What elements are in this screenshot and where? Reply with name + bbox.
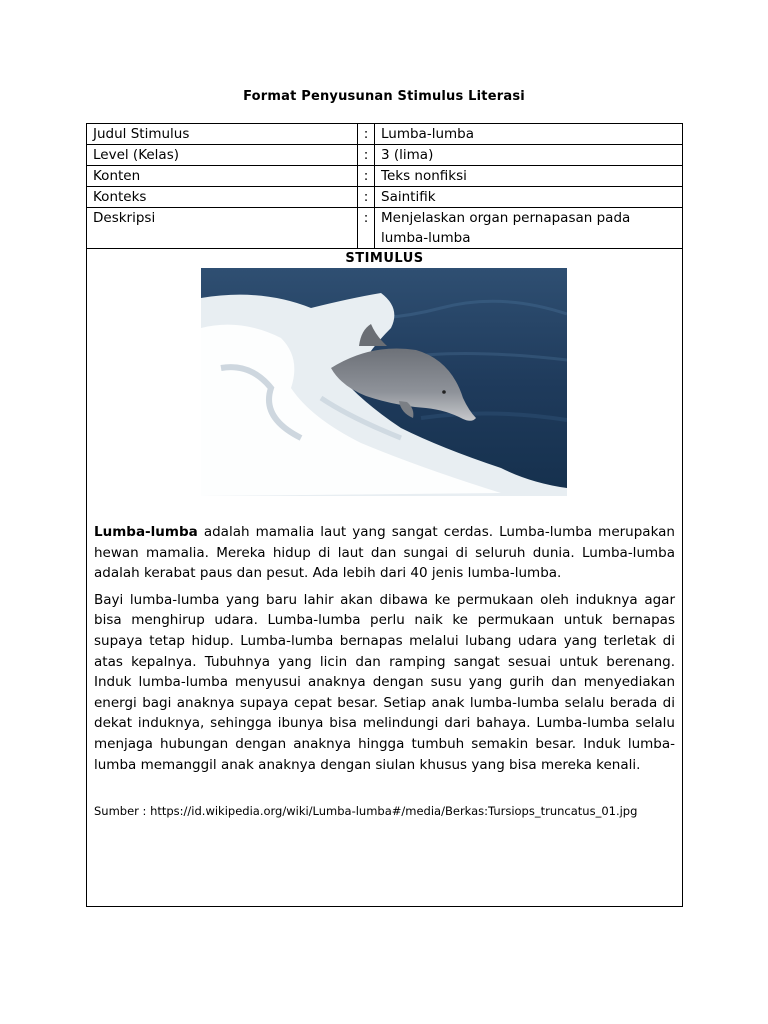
row-label: Judul Stimulus <box>87 124 358 145</box>
row-value: Menjelaskan organ pernapasan pada lumba-lumba <box>375 208 683 249</box>
row-value: 3 (lima) <box>375 145 683 166</box>
row-value: Lumba-lumba <box>375 124 683 145</box>
term-lumba-lumba: Lumba-lumba <box>94 524 198 540</box>
document-title: Format Penyusunan Stimulus Literasi <box>243 89 525 104</box>
stimulus-heading: STIMULUS <box>345 251 424 266</box>
row-label: Level (Kelas) <box>87 145 358 166</box>
row-separator: : <box>358 166 375 187</box>
stimulus-section <box>86 248 683 907</box>
row-separator: : <box>358 187 375 208</box>
row-label: Konten <box>87 166 358 187</box>
table-row <box>87 166 683 187</box>
row-separator: : <box>358 124 375 145</box>
table-row <box>87 187 683 208</box>
table-row <box>87 145 683 166</box>
table-row <box>87 124 683 145</box>
stimulus-metadata-table <box>86 123 683 249</box>
paragraph-intro-text: adalah mamalia laut yang sangat cerdas. Lumba-lumba merupakan hewan mamalia. Mereka hidup di laut dan sungai di seluruh dunia. Lumba-lumba adalah kerabat paus dan pesut. Ada lebih dari 40 jenis lumba-lumba. <box>94 524 675 582</box>
source-citation: Sumber : https://id.wikipedia.org/wiki/Lumba-lumba#/media/Berkas:Tursiops_truncatus_01.jpg <box>94 804 638 818</box>
row-separator: : <box>358 145 375 166</box>
row-value: Saintifik <box>375 187 683 208</box>
stimulus-text <box>94 522 675 781</box>
table-row <box>87 208 683 249</box>
row-value: Teks nonfiksi <box>375 166 683 187</box>
paragraph-breathing: Bayi lumba-lumba yang baru lahir akan dibawa ke permukaan oleh induknya agar bisa menghirup udara. Lumba-lumba perlu naik ke permukaan untuk bernapas supaya tetap hidup. Lumba-lumba bernapas melalui lubang udara yang terletak di atas kepalnya. Tubuhnya yang licin dan ramping sangat sesuai untuk berenang. Induk lumba-lumba menyusui anaknya dengan susu yang gurih dan menyediakan energi bagi anaknya supaya cepat besar. Setiap anak lumba-lumba selalu berada di dekat induknya, sehingga ibunya bisa melindungi dari bahaya. Lumba-lumba selalu menjaga hubungan dengan anaknya hingga tumbuh semakin besar. Induk lumba-lumba memanggil anak anaknya dengan siulan khusus yang bisa mereka kenali. <box>94 591 675 773</box>
dolphin-photo <box>201 268 567 496</box>
row-separator: : <box>358 208 375 249</box>
row-label: Deskripsi <box>87 208 358 249</box>
row-label: Konteks <box>87 187 358 208</box>
paragraph-intro <box>94 522 675 584</box>
